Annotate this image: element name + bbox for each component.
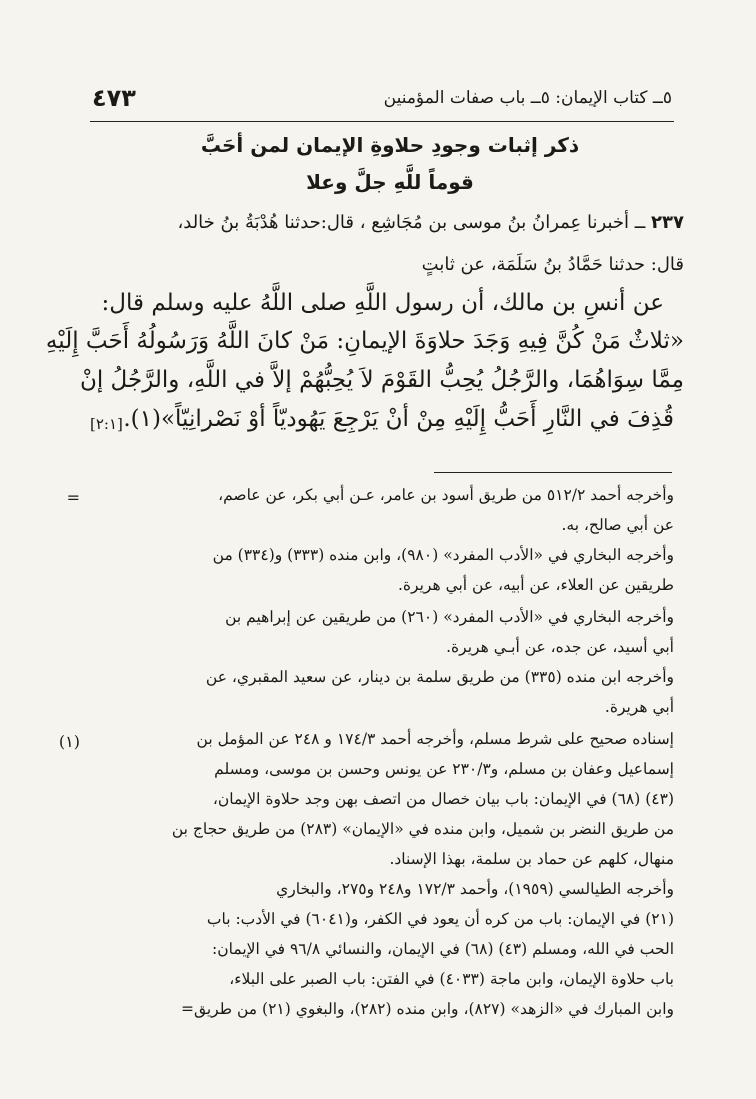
footnote-line: وأخرجه أحمد ٥١٢/٢ من طريق أسود بن عامر، عـن أبي بكر، عن عاصم،	[218, 486, 674, 504]
footnote-line: منهال، كلهم عن حماد بن سلمة، بهذا الإسناد.	[389, 850, 674, 868]
footnote-line: باب حلاوة الإيمان، وابن ماجة (٤٠٣٣) في الفتن: باب الصبر على البلاء،	[229, 970, 674, 988]
footnote-line: وأخرجه الطيالسي (١٩٥٩)، وأحمد ١٧٢/٣ و٢٤٨ و٢٧٥، والبخاري	[276, 880, 674, 898]
footnote-line: عن أبي صالح، به.	[561, 516, 674, 534]
footnote-line: (٢١) في الإيمان: باب من كره أن يعود في الكفر، و(٦٠٤١) في الأدب: باب	[206, 910, 674, 928]
chapter-title-line-2: قوماً للَّهِ جلَّ وعلا	[306, 170, 474, 194]
volume-reference: [٢:١]	[90, 415, 123, 433]
footnote-line: الحب في الله، ومسلم (٤٣) (٦٨) في الإيمان، والنسائي ٩٦/٨ في الإيمان:	[212, 940, 674, 958]
footnote-continuation-marker: =	[66, 488, 80, 507]
isnad-line-2: قال: حدثنا حَمَّادُ بنُ سَلَمَة، عن ثابتٍ	[421, 254, 684, 275]
footnote-line: وابن المبارك في «الزهد» (٨٢٧)، وابن منده (٢٨٢)، والبغوي (٢١) من طريق=	[180, 1000, 674, 1018]
chapter-title-line-1: ذكر إثبات وجودِ حلاوةِ الإيمان لمن أحَبَّ	[200, 133, 580, 157]
isnad-line-1	[84, 212, 684, 233]
matn-line-3: مِمَّا سِوَاهُمَا، والرَّجُلُ يُحِبُّ القَوْمَ لاَ يُحِبُّهُمْ إلاَّ في اللَّهِ، والرَّجُلُ إنْ	[79, 367, 684, 393]
footnote-line: أبي هريرة.	[604, 698, 674, 716]
matn-line-2: «ثلاثٌ مَنْ كُنَّ فِيهِ وَجَدَ حلاوَةَ الإيمانِ: مَنْ كانَ اللَّهُ وَرَسُولُهُ أَحَبَّ إِلَيْهِ	[45, 328, 684, 354]
header-rule	[90, 121, 674, 122]
matn-line-4: قُذِفَ في النَّارِ أَحَبُّ إِلَيْهِ مِنْ أنْ يَرْجِعَ يَهُوديّاً أوْ نَصْرانِيّاً»(١).	[123, 406, 674, 432]
matn-line-1: عن أنسِ بن مالك، أن رسول اللَّهِ صلى اللَّهُ عليه وسلم قال:	[101, 290, 664, 316]
isnad-text-1: أخبرنا عِمرانُ بنُ موسى بن مُجَاشِع ، قال:حدثنا هُدْبَةُ بنُ خالد،	[177, 212, 630, 233]
footnote-line: وأخرجه البخاري في «الأدب المفرد» (٩٨٠)، وابن منده (٣٣٣) و(٣٣٤) من	[212, 546, 674, 564]
footnote-line: أبي أسيد، عن جده، عن أبـي هريرة.	[446, 638, 674, 656]
hadith-dash: ــ	[634, 212, 646, 233]
page-header	[92, 84, 672, 118]
hadith-number: ٢٣٧	[651, 212, 684, 233]
footnote-line: طريقين عن العلاء، عن أبيه، عن أبي هريرة.	[398, 576, 674, 594]
footnote-line: (٤٣) (٦٨) في الإيمان: باب بيان خصال من اتصف بهن وجد حلاوة الإيمان،	[212, 790, 674, 808]
footnote-line: إسناده صحيح على شرط مسلم، وأخرجه أحمد ١٧٤/٣ و ٢٤٨ عن المؤمل بن	[196, 730, 674, 748]
page-number: ٤٧٣	[92, 84, 136, 112]
footnote-1-marker: (١)	[58, 732, 80, 751]
footnotes-separator	[434, 472, 672, 473]
footnote-line: وأخرجه ابن منده (٣٣٥) من طريق سلمة بن دينار، عن سعيد المقبري، عن	[205, 668, 674, 686]
footnote-line: وأخرجه البخاري في «الأدب المفرد» (٢٦٠) من طريقين عن إبراهيم بن	[225, 608, 674, 626]
footnote-line: إسماعيل وعفان بن مسلم، و٢٣٠/٣ عن يونس وحسن بن موسى، ومسلم	[214, 760, 674, 778]
running-head: ٥ــ كتاب الإيمان: ٥ــ باب صفات المؤمنين	[383, 88, 672, 108]
footnote-line: من طريق النضر بن شميل، وابن منده في «الإيمان» (٢٨٣) من طريق حجاج بن	[171, 820, 674, 838]
